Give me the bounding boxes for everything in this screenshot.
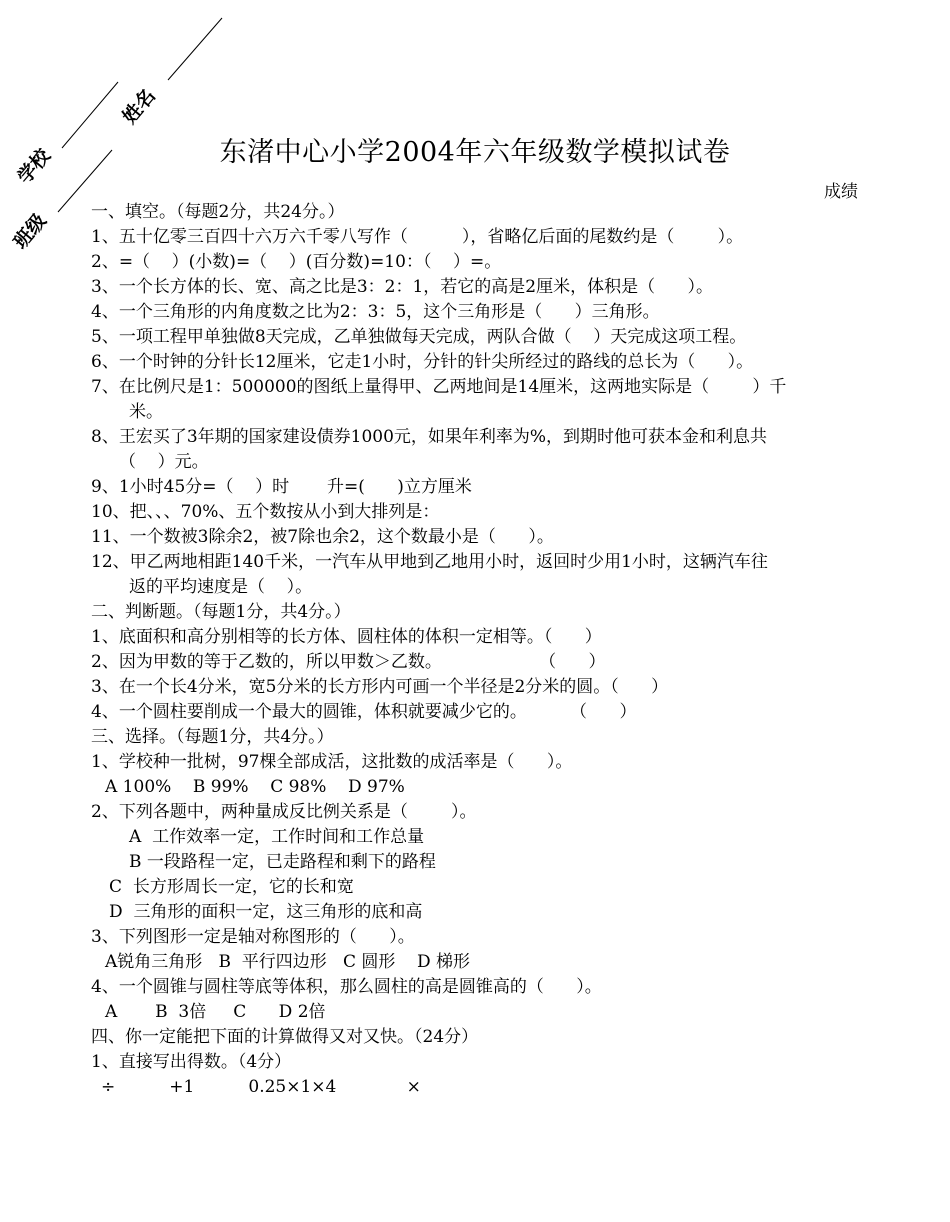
question-line: 1、直接写出得数。（4分） bbox=[91, 1052, 292, 1072]
choice-options: A 100% B 99% C 98% D 97% bbox=[105, 777, 405, 797]
choice-option: D 三角形的面积一定，这三角形的底和高 bbox=[109, 902, 423, 922]
question-line: 2、下列各题中，两种量成反比例关系是（ ）。 bbox=[91, 802, 477, 822]
exam-body bbox=[91, 200, 860, 1100]
question-line: 1、底面积和高分别相等的长方体、圆柱体的体积一定相等。（ ） bbox=[91, 627, 602, 647]
question-line: 5、一项工程甲单独做8天完成，乙单独做每天完成，两队合做（ ）天完成这项工程。 bbox=[91, 327, 747, 347]
question-line: 3、下列图形一定是轴对称图形的（ ）。 bbox=[91, 927, 415, 947]
class-label: 班级 bbox=[9, 209, 51, 254]
choice-option: A 工作效率一定，工作时间和工作总量 bbox=[129, 827, 425, 847]
question-line: 7、在比例尺是1：500000的图纸上量得甲、乙两地间是14厘米，这两地实际是（ ）千 bbox=[91, 377, 787, 397]
question-line: 6、一个时钟的分针长12厘米，它走1小时，分针的针尖所经过的路线的总长为（ ）。 bbox=[91, 352, 754, 372]
school-label: 学校 bbox=[13, 144, 55, 189]
question-line: 12、甲乙两地相距140千米，一汽车从甲地到乙地用小时，返回时少用1小时，这辆汽车往 bbox=[91, 552, 768, 572]
section-heading-calc: 四、你一定能把下面的计算做得又对又快。（24分） bbox=[91, 1027, 479, 1047]
question-line: 4、一个三角形的内角度数之比为2：3：5，这个三角形是（ ）三角形。 bbox=[91, 302, 660, 322]
question-line: 2、因为甲数的等于乙数的，所以甲数＞乙数。 （ ） bbox=[91, 652, 606, 672]
choice-options: A锐角三角形 B 平行四边形 C 圆形 D 梯形 bbox=[105, 952, 471, 972]
question-line: 11、一个数被3除余2，被7除也余2，这个数最小是（ ）。 bbox=[91, 527, 554, 547]
calculation-items: ÷ +1 0.25×1×4 × bbox=[101, 1077, 421, 1097]
question-line: 9、1小时45分=（ ）时 升=( )立方厘米 bbox=[91, 477, 472, 497]
choice-option: C 长方形周长一定，它的长和宽 bbox=[109, 877, 354, 897]
name-label: 姓名 bbox=[118, 84, 160, 129]
question-line: 3、一个长方体的长、宽、高之比是3：2：1，若它的高是2厘米，体积是（ ）。 bbox=[91, 277, 714, 297]
page-title: 东渚中心小学2004年六年级数学模拟试卷 bbox=[219, 137, 731, 168]
question-line: 3、在一个长4分米，宽5分米的长方形内可画一个半径是2分米的圆。（ ） bbox=[91, 677, 669, 697]
question-line-continued: 返的平均速度是（ ）。 bbox=[129, 577, 313, 597]
section-heading-fill: 一、填空。（每题2分，共24分。） bbox=[91, 202, 345, 222]
choice-option: B 一段路程一定，已走路程和剩下的路程 bbox=[129, 852, 436, 872]
section-heading-choice: 三、选择。（每题1分，共4分。） bbox=[91, 727, 334, 747]
question-line: 8、王宏买了3年期的国家建设债券1000元，如果年利率为%，到期时他可获本金和利息共 bbox=[91, 427, 768, 447]
question-line: 10、把、、、70%、五个数按从小到大排列是： bbox=[91, 502, 440, 522]
question-line: 2、=（ ）(小数)=（ ）(百分数)=10：（ ）=。 bbox=[91, 252, 502, 272]
score-label: 成绩 bbox=[824, 182, 858, 202]
question-line: 1、学校种一批树，97棵全部成活，这批数的成活率是（ ）。 bbox=[91, 752, 573, 772]
question-line: 4、一个圆锥与圆柱等底等体积，那么圆柱的高是圆锥高的（ ）。 bbox=[91, 977, 602, 997]
question-line-continued: 米。 bbox=[129, 402, 163, 422]
question-line: 4、一个圆柱要削成一个最大的圆锥，体积就要减少它的。 （ ） bbox=[91, 702, 637, 722]
question-line: 1、五十亿零三百四十六万六千零八写作（ ），省略亿后面的尾数约是（ ）。 bbox=[91, 227, 744, 247]
section-heading-judge: 二、判断题。（每题1分，共4分。） bbox=[91, 602, 351, 622]
choice-options: A B 3倍 C D 2倍 bbox=[105, 1002, 326, 1022]
question-line-continued: （ ）元。 bbox=[119, 452, 209, 472]
